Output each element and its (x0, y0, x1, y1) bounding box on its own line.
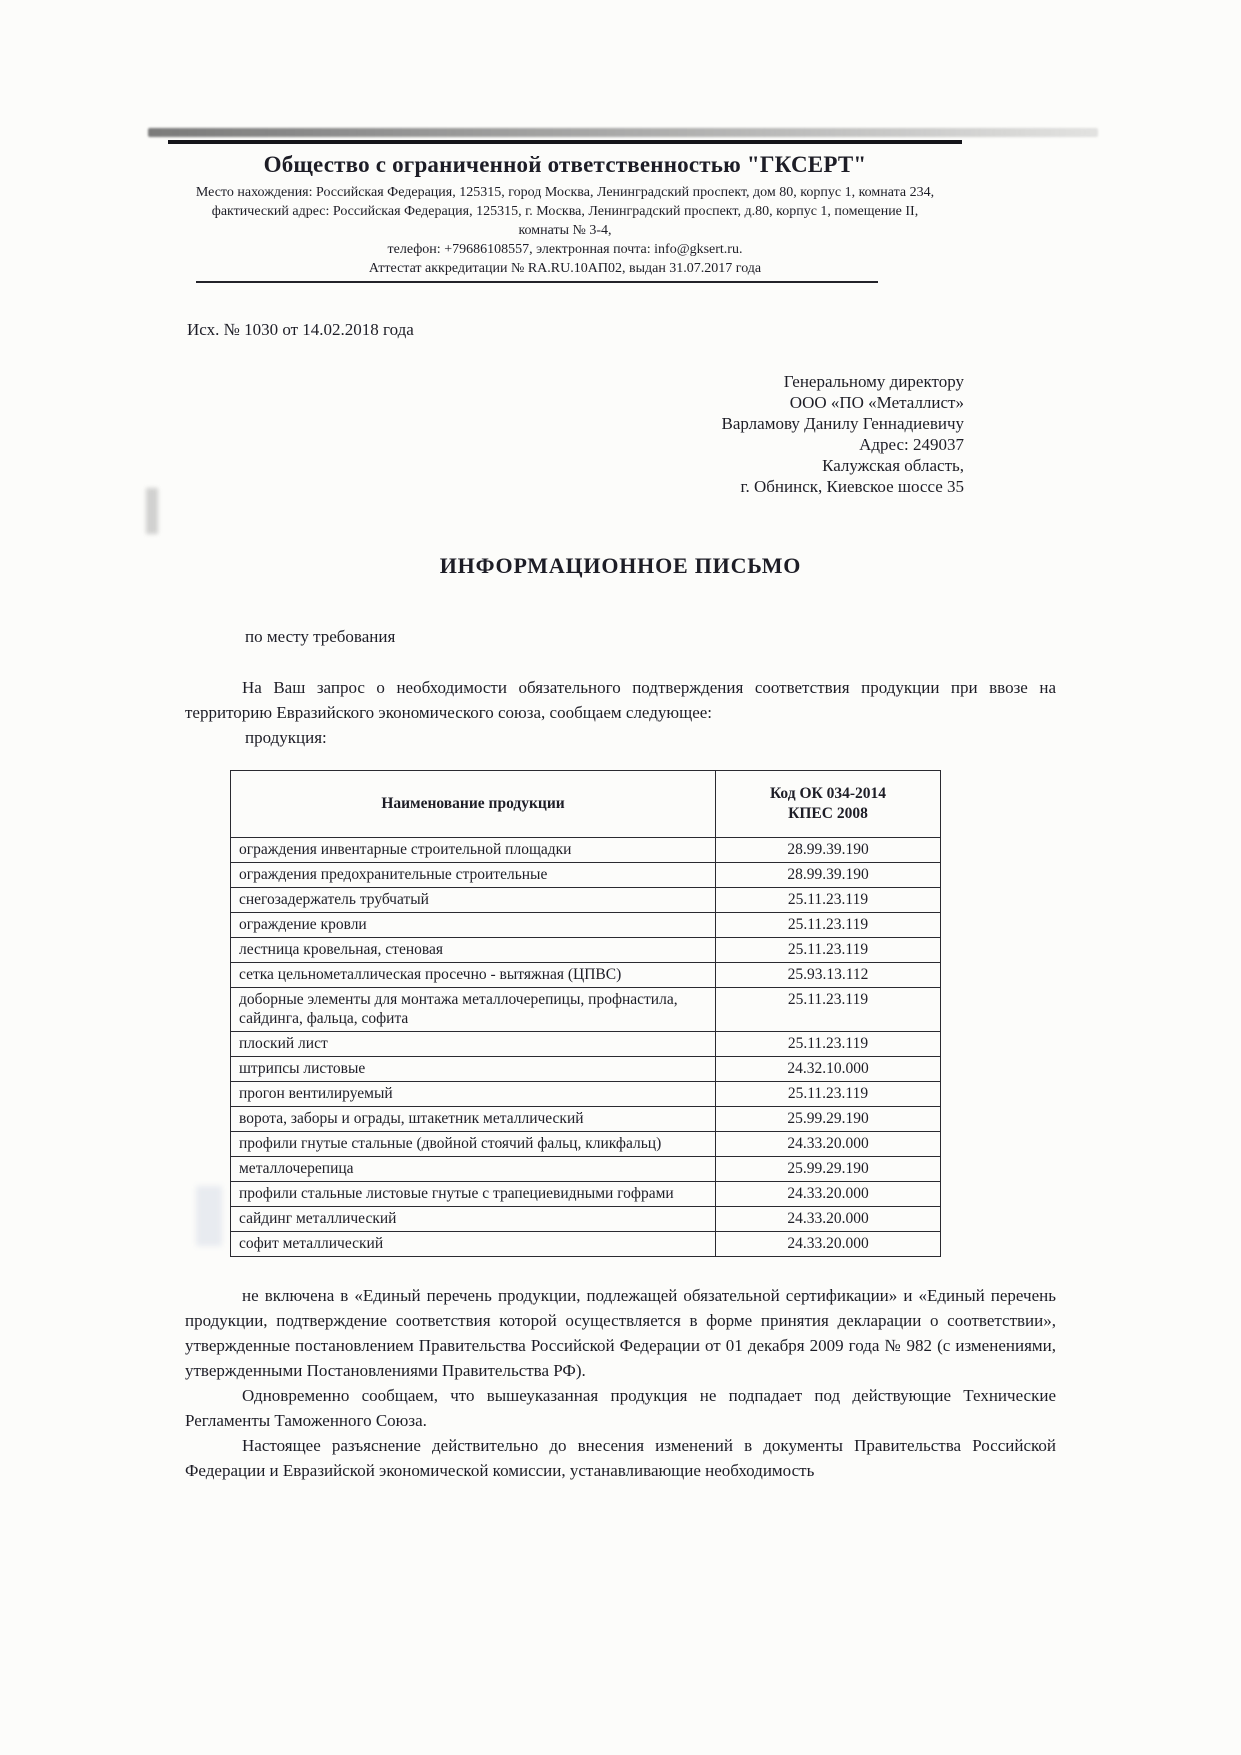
product-code-cell: 25.11.23.119 (716, 913, 941, 938)
product-name-cell: плоский лист (231, 1032, 716, 1057)
table-row (231, 1057, 941, 1082)
intro-paragraph: На Ваш запрос о необходимости обязательного подтверждения соответствия продукции при ввозе на территорию Евразийского экономического союза, сообщаем следующее: (185, 678, 1056, 722)
company-name: Общество с ограниченной ответственностью "ГКСЕРТ" (263, 152, 867, 177)
letterhead-address-line: Аттестат аккредитации № RA.RU.10АП02, выдан 31.07.2017 года (368, 261, 762, 276)
table-row (231, 1182, 941, 1207)
table-row (231, 938, 941, 963)
scan-artifact-top-edge (148, 128, 1098, 137)
product-name-cell: профили стальные листовые гнутые с трапециевидными гофрами (231, 1182, 716, 1207)
product-code-cell: 24.33.20.000 (716, 1132, 941, 1157)
table-row (231, 1082, 941, 1107)
letterhead-address-line: телефон: +79686108557, электронная почта: info@gksert.ru. (387, 242, 743, 257)
closing-paragraphs (185, 1283, 1056, 1483)
recipient-line: Адрес: 249037 (859, 435, 964, 454)
table-row (231, 1107, 941, 1132)
recipient-block (185, 371, 1056, 497)
product-name-cell: доборные элементы для монтажа металлочерепицы, профнастила, сайдинга, фальца, софита (231, 988, 716, 1032)
product-name-cell: штрипсы листовые (231, 1057, 716, 1082)
table-header-code (716, 771, 941, 838)
product-name-cell: ограждения инвентарные строительной площадки (231, 838, 716, 863)
table-row (231, 838, 941, 863)
product-name-cell: прогон вентилируемый (231, 1082, 716, 1107)
products-table (230, 770, 941, 1257)
table-header-row (231, 771, 941, 838)
product-code-cell: 28.99.39.190 (716, 863, 941, 888)
product-code-cell: 25.11.23.119 (716, 988, 941, 1032)
letterhead-bottom-rule (196, 281, 878, 283)
table-row (231, 913, 941, 938)
product-code-cell: 25.99.29.190 (716, 1107, 941, 1132)
product-name-cell: профили гнутые стальные (двойной стоячий фальц, кликфальц) (231, 1132, 716, 1157)
letterhead-address-line: фактический адрес: Российская Федерация, 125315, г. Москва, Ленинградский проспект, д.80, корпус 1, помещение II, (211, 204, 919, 219)
product-code-cell: 24.33.20.000 (716, 1207, 941, 1232)
outgoing-number: Исх. № 1030 от 14.02.2018 года (187, 320, 414, 339)
table-header-code-line1: Код ОК 034-2014 (769, 785, 887, 802)
letterhead-address-line: Место нахождения: Российская Федерация, 125315, город Москва, Ленинградский проспект, дом 80, корпус 1, комната 234, (195, 185, 935, 200)
product-code-cell: 25.99.29.190 (716, 1157, 941, 1182)
table-row (231, 1207, 941, 1232)
product-name-cell: сетка цельнометаллическая просечно - вытяжная (ЦПВС) (231, 963, 716, 988)
table-row (231, 963, 941, 988)
product-name-cell: ограждение кровли (231, 913, 716, 938)
product-code-cell: 24.32.10.000 (716, 1057, 941, 1082)
table-row (231, 988, 941, 1032)
recipient-line: г. Обнинск, Киевское шоссе 35 (740, 477, 964, 496)
product-label: продукция: (245, 728, 327, 747)
product-name-cell: софит металлический (231, 1232, 716, 1257)
product-code-cell: 25.11.23.119 (716, 1082, 941, 1107)
recipient-line: ООО «ПО «Металлист» (789, 393, 964, 412)
table-row (231, 1032, 941, 1057)
body-paragraph: Настоящее разъяснение действительно до внесения изменений в документы Правительства Российской Федерации и Евразийской экономической комиссии, устанавливающие необходимость (185, 1436, 1056, 1480)
product-code-cell: 25.93.13.112 (716, 963, 941, 988)
table-header-name: Наименование продукции (231, 771, 716, 838)
product-name-cell: лестница кровельная, стеновая (231, 938, 716, 963)
product-name-cell: ворота, заборы и ограды, штакетник металлический (231, 1107, 716, 1132)
product-name-cell: сайдинг металлический (231, 1207, 716, 1232)
table-row (231, 1232, 941, 1257)
letter-body (185, 319, 1056, 1483)
product-name-cell: снегозадержатель трубчатый (231, 888, 716, 913)
product-code-cell: 25.11.23.119 (716, 938, 941, 963)
scan-artifact-smudge (146, 488, 158, 534)
place-of-demand: по месту требования (245, 627, 396, 646)
product-code-cell: 28.99.39.190 (716, 838, 941, 863)
letterhead (168, 0, 962, 283)
scan-artifact-ink (196, 1186, 222, 1246)
product-name-cell: металлочерепица (231, 1157, 716, 1182)
product-code-cell: 24.33.20.000 (716, 1182, 941, 1207)
table-row (231, 1157, 941, 1182)
recipient-line: Калужская область, (822, 456, 964, 475)
letterhead-address-line: комнаты № 3-4, (518, 223, 612, 238)
letter-title: ИНФОРМАЦИОННОЕ ПИСЬМО (439, 553, 802, 578)
recipient-line: Варламову Данилу Геннадиевичу (721, 414, 964, 433)
table-header-code-line2: КПЕС 2008 (788, 805, 868, 822)
table-row (231, 888, 941, 913)
product-code-cell: 25.11.23.119 (716, 1032, 941, 1057)
product-code-cell: 25.11.23.119 (716, 888, 941, 913)
recipient-line: Генеральному директору (783, 372, 964, 391)
table-row (231, 863, 941, 888)
product-code-cell: 24.33.20.000 (716, 1232, 941, 1257)
table-row (231, 1132, 941, 1157)
body-paragraph: не включена в «Единый перечень продукции, подлежащей обязательной сертификации» и «Единый перечень продукции, подтверждение соответствия которой осуществляется в форме принятия декларации о соответствии», утвержденные постановлением Правительства Российской Федерации от 01 декабря 2009 года № 982 (с изменениями, утвержденными Постановлениями Правительства РФ). (185, 1286, 1056, 1380)
product-name-cell: ограждения предохранительные строительные (231, 863, 716, 888)
letterhead-top-rule (168, 140, 962, 144)
body-paragraph: Одновременно сообщаем, что вышеуказанная продукция не подпадает под действующие Технические Регламенты Таможенного Союза. (185, 1386, 1056, 1430)
